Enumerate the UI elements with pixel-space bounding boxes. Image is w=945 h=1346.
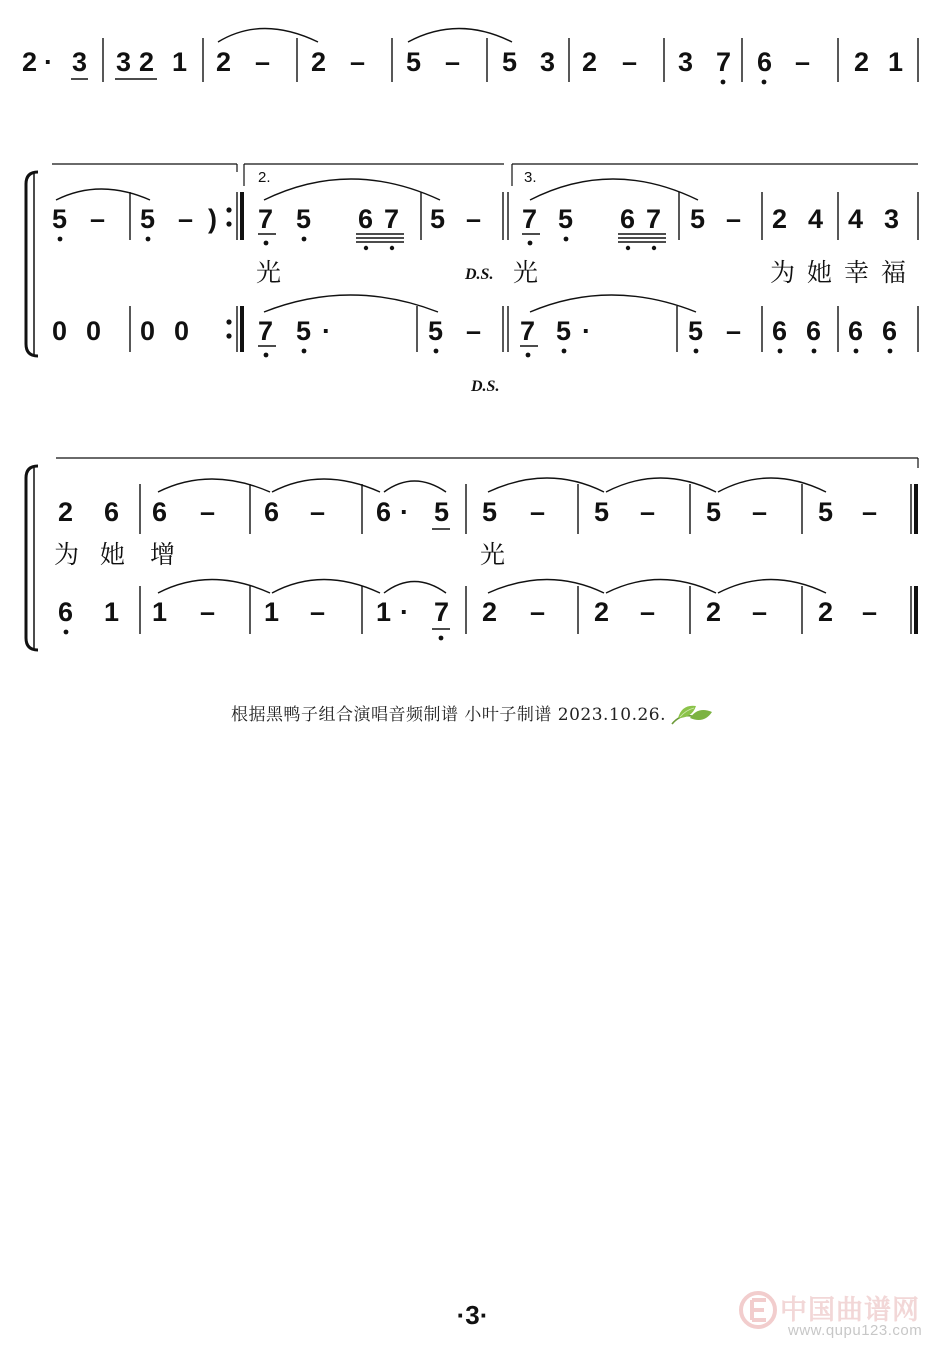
note: 3	[116, 47, 132, 77]
dash: –	[350, 47, 366, 77]
note: 3	[72, 47, 88, 77]
note: 5	[556, 316, 572, 346]
system-2	[26, 164, 918, 395]
note: 4	[808, 204, 824, 234]
note: 5	[430, 204, 446, 234]
watermark-url: www.qupu123.com	[788, 1322, 923, 1339]
note: 5	[690, 204, 706, 234]
dash: –	[752, 497, 768, 527]
note: 7	[522, 204, 538, 234]
note: 1	[104, 597, 120, 627]
watermark-name: 中国曲谱网	[780, 1295, 920, 1326]
paren: )	[208, 204, 217, 234]
note: 0	[86, 316, 102, 346]
note: 6	[376, 497, 392, 527]
note: 2	[818, 597, 834, 627]
note: 3	[540, 47, 556, 77]
note: 3	[884, 204, 900, 234]
dash: –	[622, 47, 638, 77]
note: 5	[558, 204, 574, 234]
note: 1	[172, 47, 188, 77]
dash: –	[726, 316, 742, 346]
note: 6	[358, 204, 374, 234]
lyric: 光	[513, 258, 539, 287]
note: 1	[888, 47, 904, 77]
note: 1	[376, 597, 392, 627]
note: 0	[52, 316, 68, 346]
note: 6	[806, 316, 822, 346]
lyric: 光	[256, 258, 282, 287]
note: 2	[311, 47, 327, 77]
dash: –	[310, 497, 326, 527]
note: 1	[264, 597, 280, 627]
ds-marking: D.S.	[465, 266, 494, 283]
dash: –	[726, 204, 742, 234]
note: 5	[482, 497, 498, 527]
dot: ·	[582, 316, 591, 346]
note: 2	[594, 597, 610, 627]
note: 7	[258, 316, 274, 346]
note: 7	[520, 316, 536, 346]
note: 6	[882, 316, 898, 346]
dash: –	[530, 497, 546, 527]
dash: –	[445, 47, 461, 77]
note: 5	[428, 316, 444, 346]
note: 3	[678, 47, 694, 77]
volta-3-label: 3.	[524, 169, 537, 186]
lyric: 福	[881, 258, 907, 287]
dash: –	[90, 204, 106, 234]
note: 2	[706, 597, 722, 627]
note: 5	[434, 497, 450, 527]
note: 7	[384, 204, 400, 234]
note: 7	[646, 204, 662, 234]
note: 6	[757, 47, 773, 77]
note: 5	[706, 497, 722, 527]
note: 5	[688, 316, 704, 346]
note: 5	[406, 47, 422, 77]
dash: –	[200, 497, 216, 527]
note: 6	[58, 597, 74, 627]
lyric: 光	[480, 540, 506, 569]
credit-text: 根据黑鸭子组合演唱音频制谱 小叶子制谱 2023.10.26.	[230, 705, 667, 725]
dash: –	[640, 597, 656, 627]
dash: –	[466, 316, 482, 346]
note: 6	[772, 316, 788, 346]
dash: –	[862, 497, 878, 527]
dash: –	[310, 597, 326, 627]
note: 5	[52, 204, 68, 234]
note: 5	[818, 497, 834, 527]
dash: –	[640, 497, 656, 527]
note: 2	[482, 597, 498, 627]
dash: –	[862, 597, 878, 627]
note: 4	[848, 204, 864, 234]
note: 2	[216, 47, 232, 77]
note: 2	[58, 497, 74, 527]
ds-marking: D.S.	[471, 378, 500, 395]
dash: –	[178, 204, 194, 234]
dot: ·	[44, 47, 53, 77]
note: 5	[296, 204, 312, 234]
volta-2-label: 2.	[258, 169, 271, 186]
note: 2	[772, 204, 788, 234]
lyric: 为	[770, 258, 796, 287]
note: 7	[716, 47, 732, 77]
note: 0	[174, 316, 190, 346]
system-1	[22, 29, 918, 85]
system-3	[26, 458, 918, 650]
note: 6	[104, 497, 120, 527]
note: 1	[152, 597, 168, 627]
note: 6	[848, 316, 864, 346]
note: 2	[139, 47, 155, 77]
note: 0	[140, 316, 156, 346]
dot: ·	[400, 597, 409, 627]
note: 7	[258, 204, 274, 234]
dash: –	[466, 204, 482, 234]
lyric: 为	[54, 540, 80, 569]
dash: –	[795, 47, 811, 77]
note: 5	[502, 47, 518, 77]
dot: ·	[400, 497, 409, 527]
lyric: 她	[807, 258, 833, 287]
note: 6	[152, 497, 168, 527]
transcription-credit	[0, 700, 945, 731]
watermark	[738, 1286, 943, 1344]
dash: –	[255, 47, 271, 77]
note: 5	[140, 204, 156, 234]
note: 2	[582, 47, 598, 77]
watermark-logo-icon	[738, 1290, 778, 1330]
note: 6	[620, 204, 636, 234]
note: 5	[296, 316, 312, 346]
dot: ·	[322, 316, 331, 346]
note: 5	[594, 497, 610, 527]
note: 7	[434, 597, 450, 627]
note: 2	[854, 47, 870, 77]
lyric: 幸	[844, 258, 870, 287]
dash: –	[200, 597, 216, 627]
note: 6	[264, 497, 280, 527]
dash: –	[752, 597, 768, 627]
lyric: 她	[100, 540, 126, 569]
page-number: ·3·	[456, 1300, 489, 1330]
dash: –	[530, 597, 546, 627]
leaf-icon	[670, 700, 714, 731]
note: 2	[22, 47, 38, 77]
lyric: 增	[150, 540, 176, 569]
